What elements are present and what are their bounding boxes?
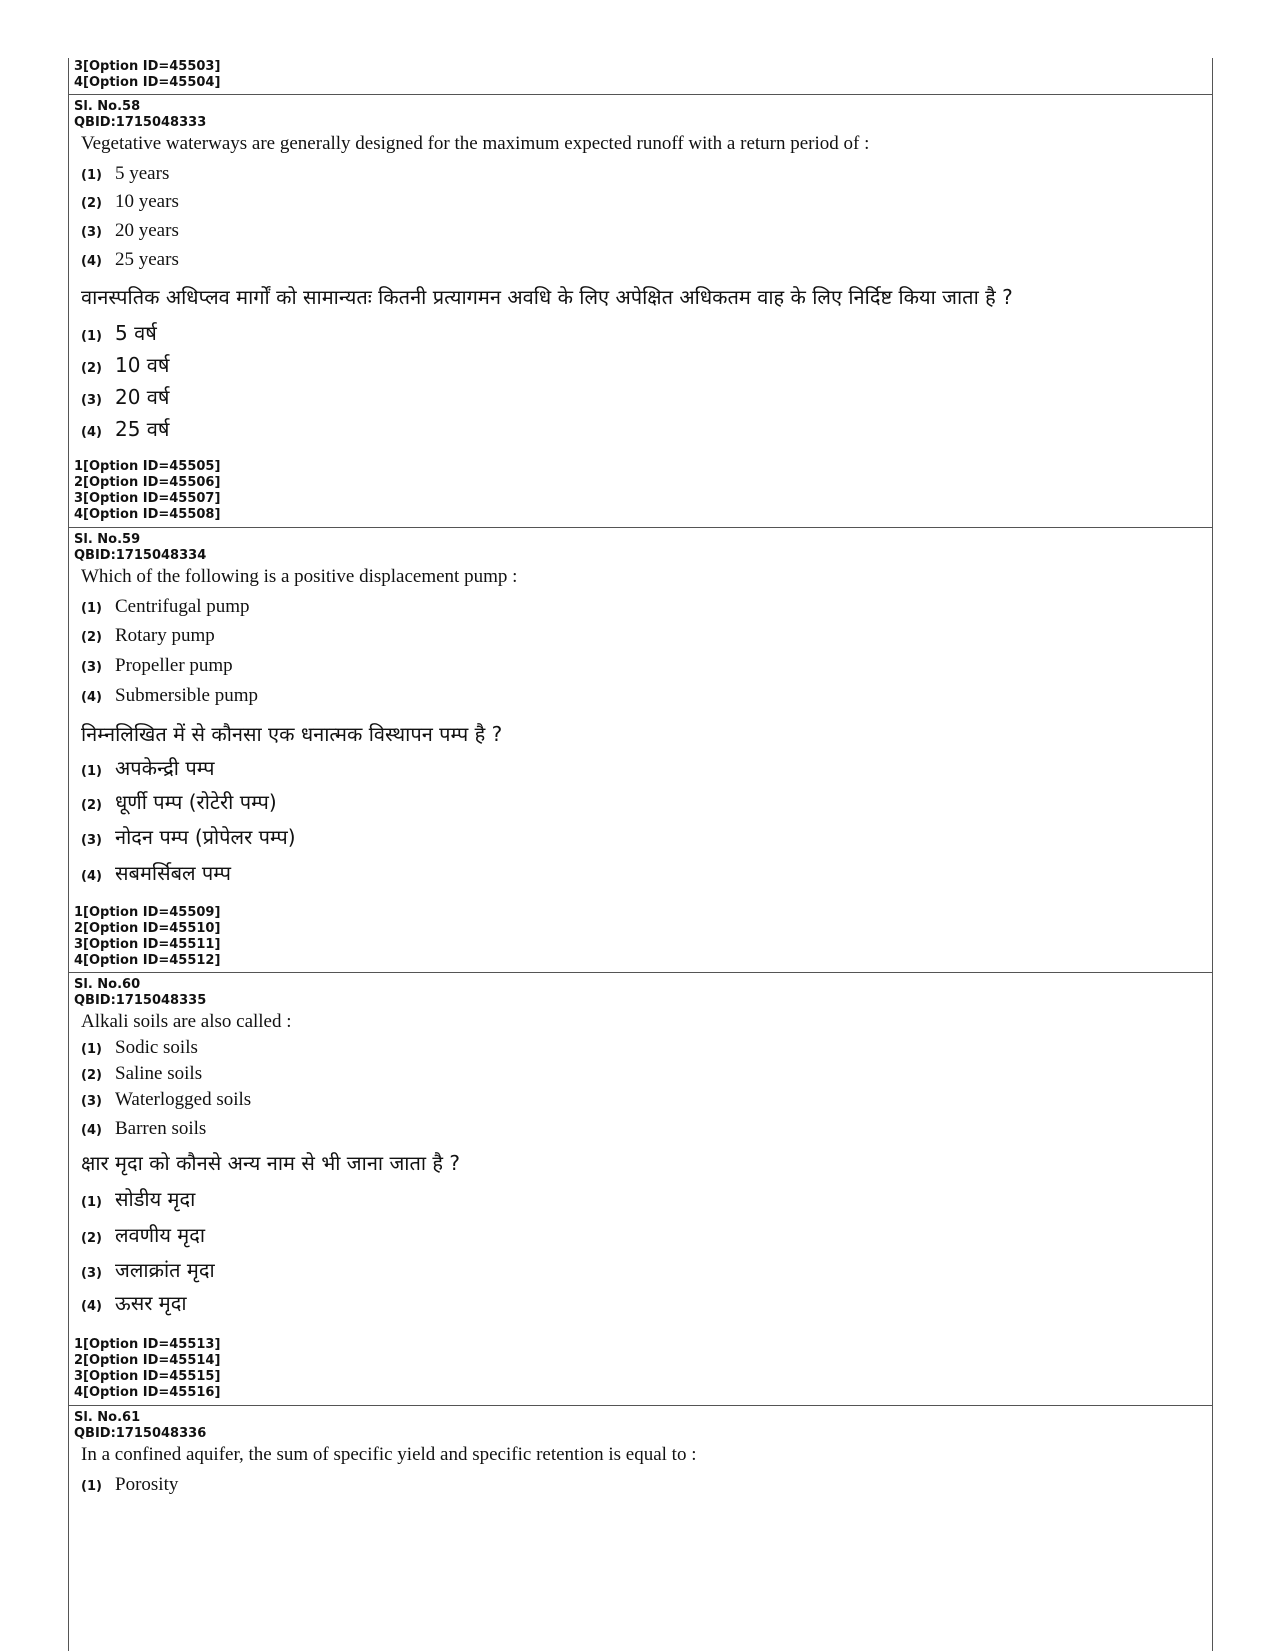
hindi-option: (3) नोदन पम्प (प्रोपेलर पम्प): [81, 825, 296, 849]
option-id: 3[Option ID=45511]: [74, 937, 221, 952]
hindi-question: क्षार मृदा को कौनसे अन्य नाम से भी जाना जाता है ?: [81, 1151, 461, 1175]
english-option: (3) Propeller pump: [81, 655, 233, 676]
serial-number: Sl. No.61: [74, 1410, 141, 1425]
option-id-list: [69, 459, 220, 523]
english-option: (3) 20 years: [81, 220, 179, 241]
hindi-option: (2) 10 वर्ष: [81, 353, 170, 377]
option-id: 4[Option ID=45512]: [74, 953, 221, 968]
option-id: 1[Option ID=45505]: [74, 459, 221, 474]
question-block-60: [69, 973, 1212, 1406]
option-id: 1[Option ID=45509]: [74, 905, 221, 920]
question-block-58: [69, 95, 1212, 528]
qbid: QBID:1715048335: [74, 993, 207, 1008]
hindi-option: (3) जलाक्रांत मृदा: [81, 1258, 215, 1282]
serial-number: Sl. No.58: [74, 99, 141, 114]
hindi-question: निम्नलिखित में से कौनसा एक धनात्मक विस्थापन पम्प है ?: [81, 722, 503, 746]
option-id: 2[Option ID=45514]: [74, 1353, 221, 1368]
hindi-option: (4) ऊसर मृदा: [81, 1291, 187, 1315]
hindi-question: वानस्पतिक अधिप्लव मार्गों को सामान्यतः कितनी प्रत्यागमन अवधि के लिए अपेक्षित अधिकतम वाह के लिए निर्दिष्ट किया जाता है ?: [81, 285, 1013, 309]
option-id: 3[Option ID=45503]: [74, 59, 221, 74]
hindi-option: (1) 5 वर्ष: [81, 321, 157, 345]
english-option: (3) Waterlogged soils: [81, 1089, 252, 1110]
option-id: 3[Option ID=45515]: [74, 1369, 221, 1384]
option-id: 2[Option ID=45506]: [74, 475, 221, 490]
english-option: (1) Porosity: [81, 1474, 179, 1495]
option-id: 4[Option ID=45516]: [74, 1385, 221, 1400]
english-option: (2) Saline soils: [81, 1063, 203, 1084]
hindi-option: (4) सबमर्सिबल पम्प: [81, 861, 232, 885]
qbid: QBID:1715048333: [74, 115, 207, 130]
option-id-list: [69, 59, 220, 91]
english-option: (1) 5 years: [81, 163, 170, 184]
hindi-option: (3) 20 वर्ष: [81, 385, 170, 409]
serial-number: Sl. No.59: [74, 532, 141, 547]
question-block-59: [69, 528, 1212, 973]
hindi-option: (2) धूर्णी पम्प (रोटेरी पम्प): [81, 790, 277, 814]
option-id-list: [69, 1337, 220, 1401]
question-header: [69, 1410, 206, 1442]
english-option: (2) 10 years: [81, 191, 179, 212]
option-id: 1[Option ID=45513]: [74, 1337, 221, 1352]
english-option: (1) Sodic soils: [81, 1037, 198, 1058]
question-block-61: [69, 1406, 1212, 1651]
english-question: In a confined aquifer, the sum of specific yield and specific retention is equal to :: [81, 1444, 697, 1465]
english-option: (4) Submersible pump: [81, 685, 259, 706]
hindi-option: (1) अपकेन्द्री पम्प: [81, 756, 215, 780]
option-id: 4[Option ID=45508]: [74, 507, 221, 522]
question-paper: [68, 58, 1213, 1651]
english-option: (1) Centrifugal pump: [81, 596, 250, 617]
question-header: [69, 99, 206, 131]
option-id-list: [69, 905, 220, 969]
hindi-option: (4) 25 वर्ष: [81, 417, 170, 441]
option-id: 2[Option ID=45510]: [74, 921, 221, 936]
hindi-option: (1) सोडीय मृदा: [81, 1187, 196, 1211]
english-question: Alkali soils are also called :: [81, 1011, 292, 1032]
english-option: (2) Rotary pump: [81, 625, 215, 646]
qbid: QBID:1715048336: [74, 1426, 207, 1441]
english-option: (4) 25 years: [81, 249, 179, 270]
english-question: Vegetative waterways are generally designed for the maximum expected runoff with a return period of :: [81, 133, 870, 154]
question-header: [69, 977, 206, 1009]
option-id: 3[Option ID=45507]: [74, 491, 221, 506]
qbid: QBID:1715048334: [74, 548, 207, 563]
serial-number: Sl. No.60: [74, 977, 141, 992]
question-header: [69, 532, 206, 564]
previous-question-tail: [69, 58, 1212, 95]
hindi-option: (2) लवणीय मृदा: [81, 1223, 206, 1247]
option-id: 4[Option ID=45504]: [74, 75, 221, 90]
english-question: Which of the following is a positive displacement pump :: [81, 566, 518, 587]
english-option: (4) Barren soils: [81, 1118, 207, 1139]
